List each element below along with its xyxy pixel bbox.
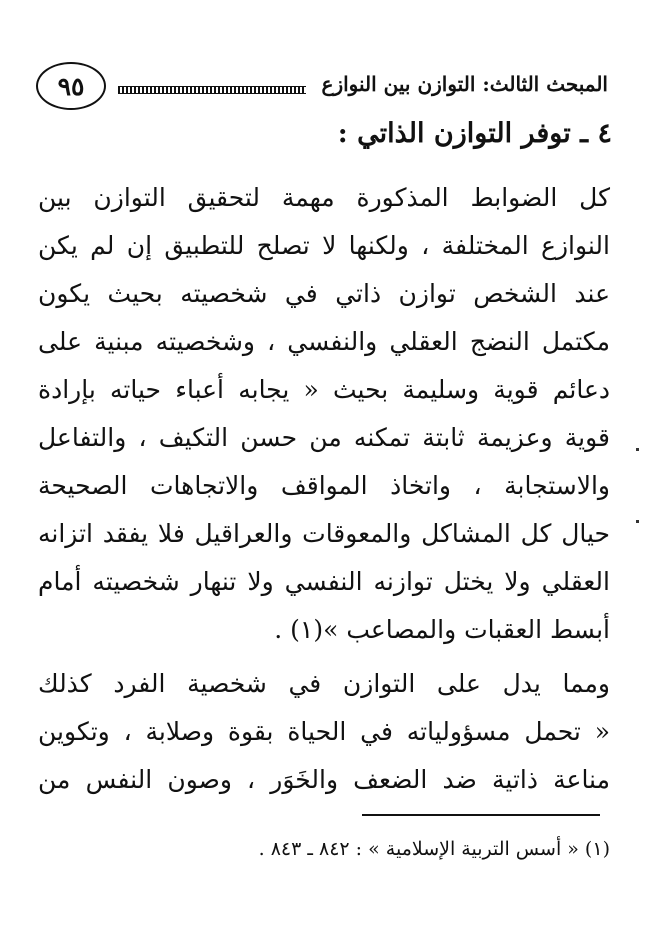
body-line: حيال كل المشاكل والمعوقات والعراقيل فلا يفقد اتزانه [38, 519, 610, 548]
body-line: « تحمل مسؤولياته في الحياة بقوة وصلابة ، وتكوين [38, 717, 610, 746]
body-line: ومما يدل على التوازن في شخصية الفرد كذلك [38, 669, 610, 698]
body-line: دعائم قوية وسليمة بحيث « يجابه أعباء حياته بإرادة [38, 375, 610, 404]
body-line: النوازع المختلفة ، ولكنها لا تصلح للتطبيق إن لم يكن [38, 231, 610, 260]
scan-mark [636, 520, 639, 523]
body-line: مكتمل النضج العقلي والنفسي ، وشخصيته مبنية على [38, 327, 610, 356]
footnote-separator [362, 814, 600, 816]
body-line: قوية وعزيمة ثابتة تمكنه من حسن التكيف ، والتفاعل [38, 423, 610, 452]
body-line: أبسط العقبات والمصاعب »(١) . [274, 615, 610, 644]
scan-mark [636, 448, 639, 451]
footnote: (١) « أسس التربية الإسلامية » : ٨٤٢ ـ ٨٤٣ . [258, 838, 610, 860]
body-line: والاستجابة ، واتخاذ المواقف والاتجاهات الصحيحة [38, 471, 610, 500]
body-line: مناعة ذاتية ضد الضعف والخَوَر ، وصون النفس من [38, 765, 610, 794]
section-heading: ٤ ـ توفر التوازن الذاتي : [337, 118, 612, 149]
header-title: المبحث الثالث: التوازن بين النوازع [321, 72, 608, 96]
running-header [36, 58, 608, 114]
header-decorative-rule [118, 86, 306, 94]
page-number: ٩٥ [36, 62, 106, 110]
body-line: العقلي ولا يختل توازنه النفسي ولا تنهار شخصيته أمام [38, 567, 610, 596]
body-line: كل الضوابط المذكورة مهمة لتحقيق التوازن بين [38, 183, 610, 212]
body-line: عند الشخص توازن ذاتي في شخصيته بحيث يكون [38, 279, 610, 308]
